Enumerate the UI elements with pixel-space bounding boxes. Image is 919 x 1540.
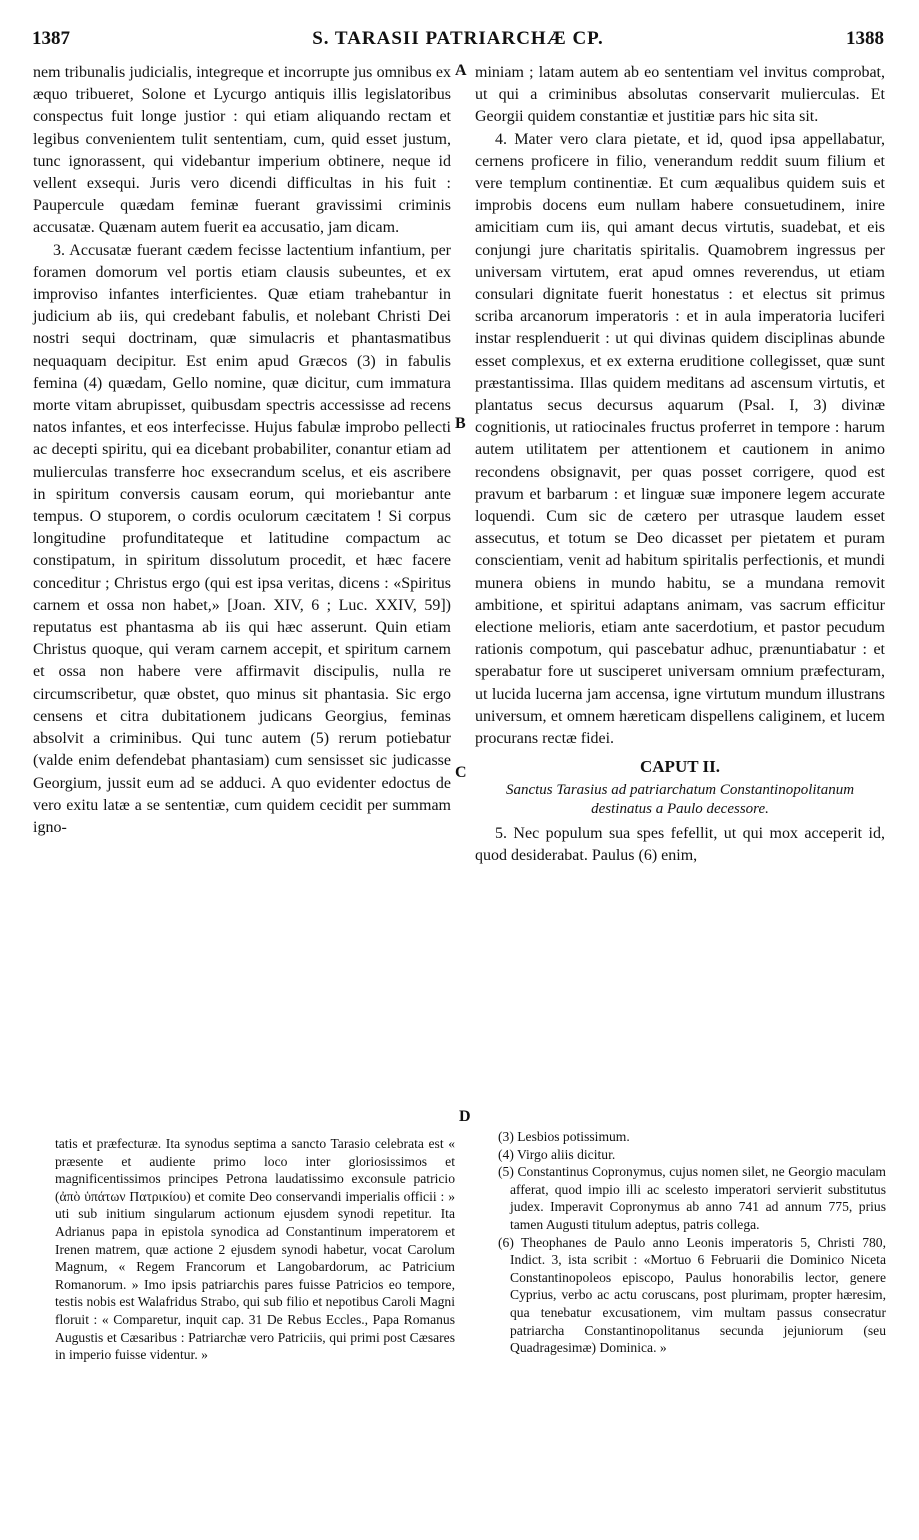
footnote-5: (5) Constantinus Copronymus, cujus nomen silet, ne Georgio maculam afferat, quod impio illi ac scelesto imperatori servierit substitutus judex. Imperavit Copronymus ab anno 741 ad annum 775, prius tamen Augusti titulum adeptus, patris collega.: [498, 1164, 886, 1232]
page-number-right: 1388: [846, 28, 884, 49]
footnote-4: (4) Virgo aliis dicitur.: [498, 1146, 616, 1162]
page-header: [32, 28, 884, 58]
right-column: [475, 62, 885, 867]
margin-letter-a: A: [455, 62, 467, 79]
footnote-continuation: tatis et præfecturæ. Ita synodus septima a sancto Tarasio celebrata est « præsente et audiente primo loco inter gloriosissimos et magnificentissimos principes Petrona laudatissimo exconsule patricio (ἀπὸ ὑπάτων Πατρικίου) et comite Deo conservandi imperialis officii : » uti sub initium singularum actionum ejusdem synodi repetitur. Ita Adrianus papa in epistola synodica ad Constantinum imperatorem et Irenen matrem, quæ actione 2 ejusdem synodi habetur, vocat Carolum Magnum, « Regem Francorum et Langobardorum, ac Patricium Romanorum. » Imo ipsis patriarchis pares fuisse Patricios eo tempore, testis nobis est Walafridus Strabo, qui sub filio et nepotibus Caroli Magni floruit : « Comparetur, inquit cap. 31 De Rebus Eccles., Papa Romanus Augustis et Cæsaribus : Patriarchæ vero Patriciis, qui primi post Cæsares in imperio fuisse videntur. »: [55, 1136, 455, 1363]
right-paragraph-1: miniam ; latam autem ab eo sententiam vel invitus comprobat, ut qui a criminibus absolutas conservarit mulierculas. Et Georgii quidem constantiæ et justitiæ pars hic sita sit.: [475, 64, 885, 126]
footnote-6: (6) Theophanes de Paulo anno Leonis imperatoris 5, Christi 780, Indict. 3, ista scribit : «Mortuo 6 Februarii die Dominico Niceta Constantinopoleos episcopo, Paulus honorabilis lector, genere Cyprius, verbo ac actu coruscans, post plurimam, propter hæresim, qua tenebatur excusationem, vim multam passus consecratur patriarcha Constantinopolitanus secunda jejuniorum (seu Quadragesimæ) Dominica. »: [498, 1234, 886, 1356]
margin-letter-c: C: [455, 764, 467, 781]
page-number-left: 1387: [32, 28, 70, 49]
left-paragraph-1: nem tribunalis judicialis, integreque et incorrupte jus omnibus ex æquo tribueret, Solone et Lycurgo antiquis illis legislatoribus conspectus fuit longe justior : qui etiam aliquando rectam et legibus convenientem tulit sententiam, cum, quid esset justum, tunc ignorassent, qui videbantur imperium obtinere, neque id vellent exsequi. Juris vero dicendi difficultas in his fuit : Paupercule quædam feminæ fuerant gravissimi criminis accusatæ. Quænam autem fuerit ea accusatio, jam dicam.: [33, 64, 451, 237]
footnotes-right: [498, 1128, 886, 1357]
left-column: [33, 62, 451, 839]
chapter-subtitle: Sanctus Tarasius ad patriarchatum Constantinopolitanum destinatus a Paulo decessore.: [505, 781, 855, 817]
right-paragraph-3: 5. Nec populum sua spes fefellit, ut qui mox acceperit id, quod desiderabat. Paulus (6) enim,: [475, 824, 885, 864]
chapter-heading: CAPUT II.: [640, 757, 720, 777]
margin-letter-b: B: [455, 415, 466, 432]
footnotes-left: [55, 1135, 455, 1364]
right-paragraph-2: 4. Mater vero clara pietate, et id, quod ipsa appellabatur, cernens proficere in filio, venerandum reddit suum filium et vere templum continentiæ. Et cum æqualibus quidem suis et improbis docens eum nullam habere consuetudinem, inire amicitiam cum iis, qui amant decus virtutis, suadebat, et eis conjungi jure charitatis spiritalis. Quamobrem ingressus per universam virtutem, erat apud omnes reverendus, ut etiam consulari dignitate fuerit honestatus : et electus sit primus scriba arcanorum imperatoris : et in aula imperatoria luciferi instar resplenduerit : ut qui divinas quidem disciplinas abunde esset complexus, et ex externa eruditione collegisset, quæ sunt præstantissima. Illas quidem meditans ad ascensum virtutis, et plantatus secus decursus aquarum (Psal. I, 3) divinæ cognitionis, ut ratiocinales fructus proferret in tempore : harum autem utilitatem per attentionem et cautionem in animo recondens obsignavit, per quas posset corrigere, quod est pravum et barbarum : et linguæ suæ imponere legem accurate loquendi. Cum sic de cætero per utrasque laudem esset assecutus, et totum se Deo dicasset per pietatem et puram conscientiam, venit ad habitum spiritalis perfectionis, et mundi munera obiens in mundo habitu, se a mundana removit ambitione, et spiritui adaptans animam, vas sacrum efficitur electione melioris, etiam ante sacerdotium, et pastor pecudum rationis compotum, qui pascebatur adhuc, prænuntiabatur : et sperabatur fore ut susciperet universam omnium præfecturam, ut lucida lucerna jam accensa, igne virtutum mundum illustrans universum, et omnem hæreticam dispellens caliginem, et lucem procurans rectæ fidei.: [475, 130, 885, 748]
running-title: S. TARASII PATRIARCHÆ CP.: [312, 28, 604, 49]
left-paragraph-2: 3. Accusatæ fuerant cædem fecisse lactentium infantium, per foramen domorum vel portis etiam clausis subeuntes, et ex improviso infantes interficientes. Quæ etiam trahebantur in judicium ab iis, qui credebant fabulis, et nolebant Christi Dei nostri sequi doctrinam, quæ simulacris et phantasmatibus nequaquam decipitur. Est enim apud Græcos (3) in fabulis femina (4) quædam, Gello nomine, quæ dicitur, cum immatura morte vitam abrupisset, quibusdam spectris accessisse ad recens natos infantes, et eos interfecisse. Hujus fabulæ improbo pellecti ac decepti spiritu, qui ea dicebant probabiliter, conantur etiam ad mulierculas transferre hoc exsecrandum scelus, et eis ascribere in spiritum conversis causam eorum, qui moriebantur ante tempus. O stuporem, o cordis oculorum cæcitatem ! Si corpus longitudine profunditateque et latitudine compactum ac constipatum, in spiritum dissolutum procedit, et hæc facere conceditur ; Christus ergo (qui est ipsa veritas, dicens : «Spiritus carnem et ossa non habet,» [Joan. XIV, 6 ; Luc. XXIV, 59]) reputatus est phantasma ab iis qui hæc asserunt. Quin etiam Christus quoque, qui veram carnem accepit, et spiritum carnem et ossa non habere vere affirmavit discipulis, nulla re circumscribetur, quæ obstet, quo minus sit phantasia. Sic ergo censens et citra dubitationem judicans Georgius, feminas absolvit a criminibus. Qui tunc autem (5) rerum potiebatur (valde enim defendebat phantasiam) cum sensisset sic judicasse Georgium, jussit eum ad se adduci. A quo evidenter edoctus de vero exitu latæ a se sententiæ, cum quidem cecidit per summam igno-: [33, 241, 451, 836]
margin-letter-d: D: [459, 1108, 471, 1125]
footnote-3: (3) Lesbios potissimum.: [498, 1129, 630, 1144]
